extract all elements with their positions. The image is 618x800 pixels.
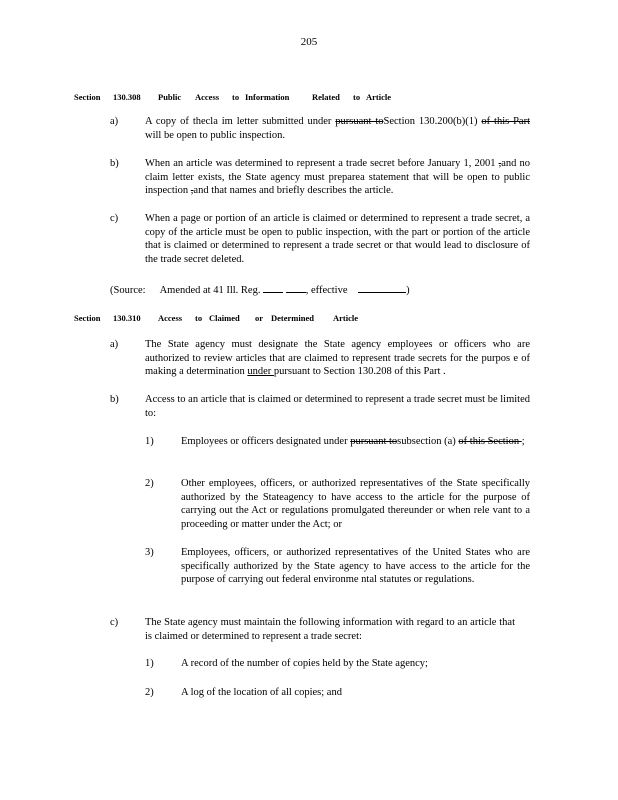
section-130-308-heading (0, 91, 618, 103)
inserted-text: under (247, 366, 274, 377)
subsection-label: a) (110, 339, 119, 350)
deleted-text: , (190, 185, 194, 196)
title-word: Article (333, 313, 359, 323)
title-word: Related (312, 92, 340, 102)
subsection-a-text: A copy of thecla im letter submitted under pursuant toSection 130.200(b)(1) of this Part will be open to public inspection. (145, 116, 531, 141)
item-b1-text: Employees or officers designated under pursuant tosubsection (a) of this Section ; (181, 436, 525, 447)
section-number: 130.308 (113, 92, 141, 102)
title-word: Determined (271, 313, 314, 323)
subsection-label: b) (110, 158, 119, 169)
subsection-label: b) (110, 394, 119, 405)
item-label: 3) (145, 547, 154, 558)
deleted-text: pursuant to (335, 116, 384, 127)
item-b2-text: Other employees, officers, or authorized representatives of the State specifically authorized by the Stateagency to have access to the article for the purpose of carrying out the Act or regulations promulgated thereunder or when rele vant to a proceeding or matter under the Act; or (181, 478, 530, 530)
title-word: Claimed (209, 313, 240, 323)
title-word: Public (158, 92, 182, 102)
subsection-label: c) (110, 617, 119, 628)
item-c1-text: A record of the number of copies held by the State agency; (181, 658, 428, 669)
title-word: or (255, 313, 264, 323)
subsection-b-text: Access to an article that is claimed or determined to represent a trade secret must be limited to: (145, 394, 530, 419)
title-word: to (232, 92, 240, 102)
page-number: 205 (300, 36, 318, 48)
subsection-label: a) (110, 116, 119, 127)
blank-line (358, 283, 406, 293)
deleted-text: of this Section (458, 436, 522, 447)
subsection-c-text: The State agency must maintain the following information with regard to an article that is claimed or determined to represent a trade secret: (145, 617, 515, 642)
title-word: Access (158, 313, 183, 323)
section-word: Section (74, 313, 101, 323)
section-number: 130.310 (113, 313, 141, 323)
subsection-b-text: When an article was determined to represent a trade secret before January 1, 2001 ,and no claim letter exists, the State agency must preparea statement that will be open to public inspection ,and that names and briefly describes the article. (145, 158, 530, 196)
title-word: to (353, 92, 361, 102)
section-word: Section (74, 92, 101, 102)
subsection-label: c) (110, 213, 119, 224)
item-label: 2) (145, 687, 154, 698)
item-label: 1) (145, 658, 154, 669)
item-b3-text: Employees, officers, or authorized representatives of the United States who are specifically authorized by the State agency to have access to the article for the purpose of carrying out federal environme ntal statutes or regulations. (181, 547, 530, 585)
deleted-text: pursuant to (350, 436, 398, 447)
title-word: Article (366, 92, 392, 102)
deleted-text: , (498, 158, 502, 169)
blank-line (263, 283, 283, 293)
title-word: to (195, 313, 203, 323)
item-label: 2) (145, 478, 154, 489)
title-word: Access (195, 92, 220, 102)
subsection-c-text: When a page or portion of an article is claimed or determined to represent a trade secret, a copy of the article must be open to public inspection, with the part or portion of the article that is claimed or determined to represent a trade secret or that would lead to disclosure of the trade secret deleted. (145, 213, 530, 265)
source-note: (Source: Amended at 41 Ill. Reg. , effective ) (110, 285, 410, 296)
subsection-a-text: The State agency must designate the State agency employees or officers who are authorized to review articles that are claimed to represent trade secrets for the purpos e of making a determination under pursuant to Section 130.208 of this Part . (145, 339, 530, 377)
deleted-text: of this Part (481, 116, 531, 127)
item-label: 1) (145, 436, 154, 447)
blank-line (286, 283, 306, 293)
title-word: Information (245, 92, 290, 102)
section-130-310-heading (0, 312, 618, 324)
item-c2-text: A log of the location of all copies; and (181, 687, 342, 698)
